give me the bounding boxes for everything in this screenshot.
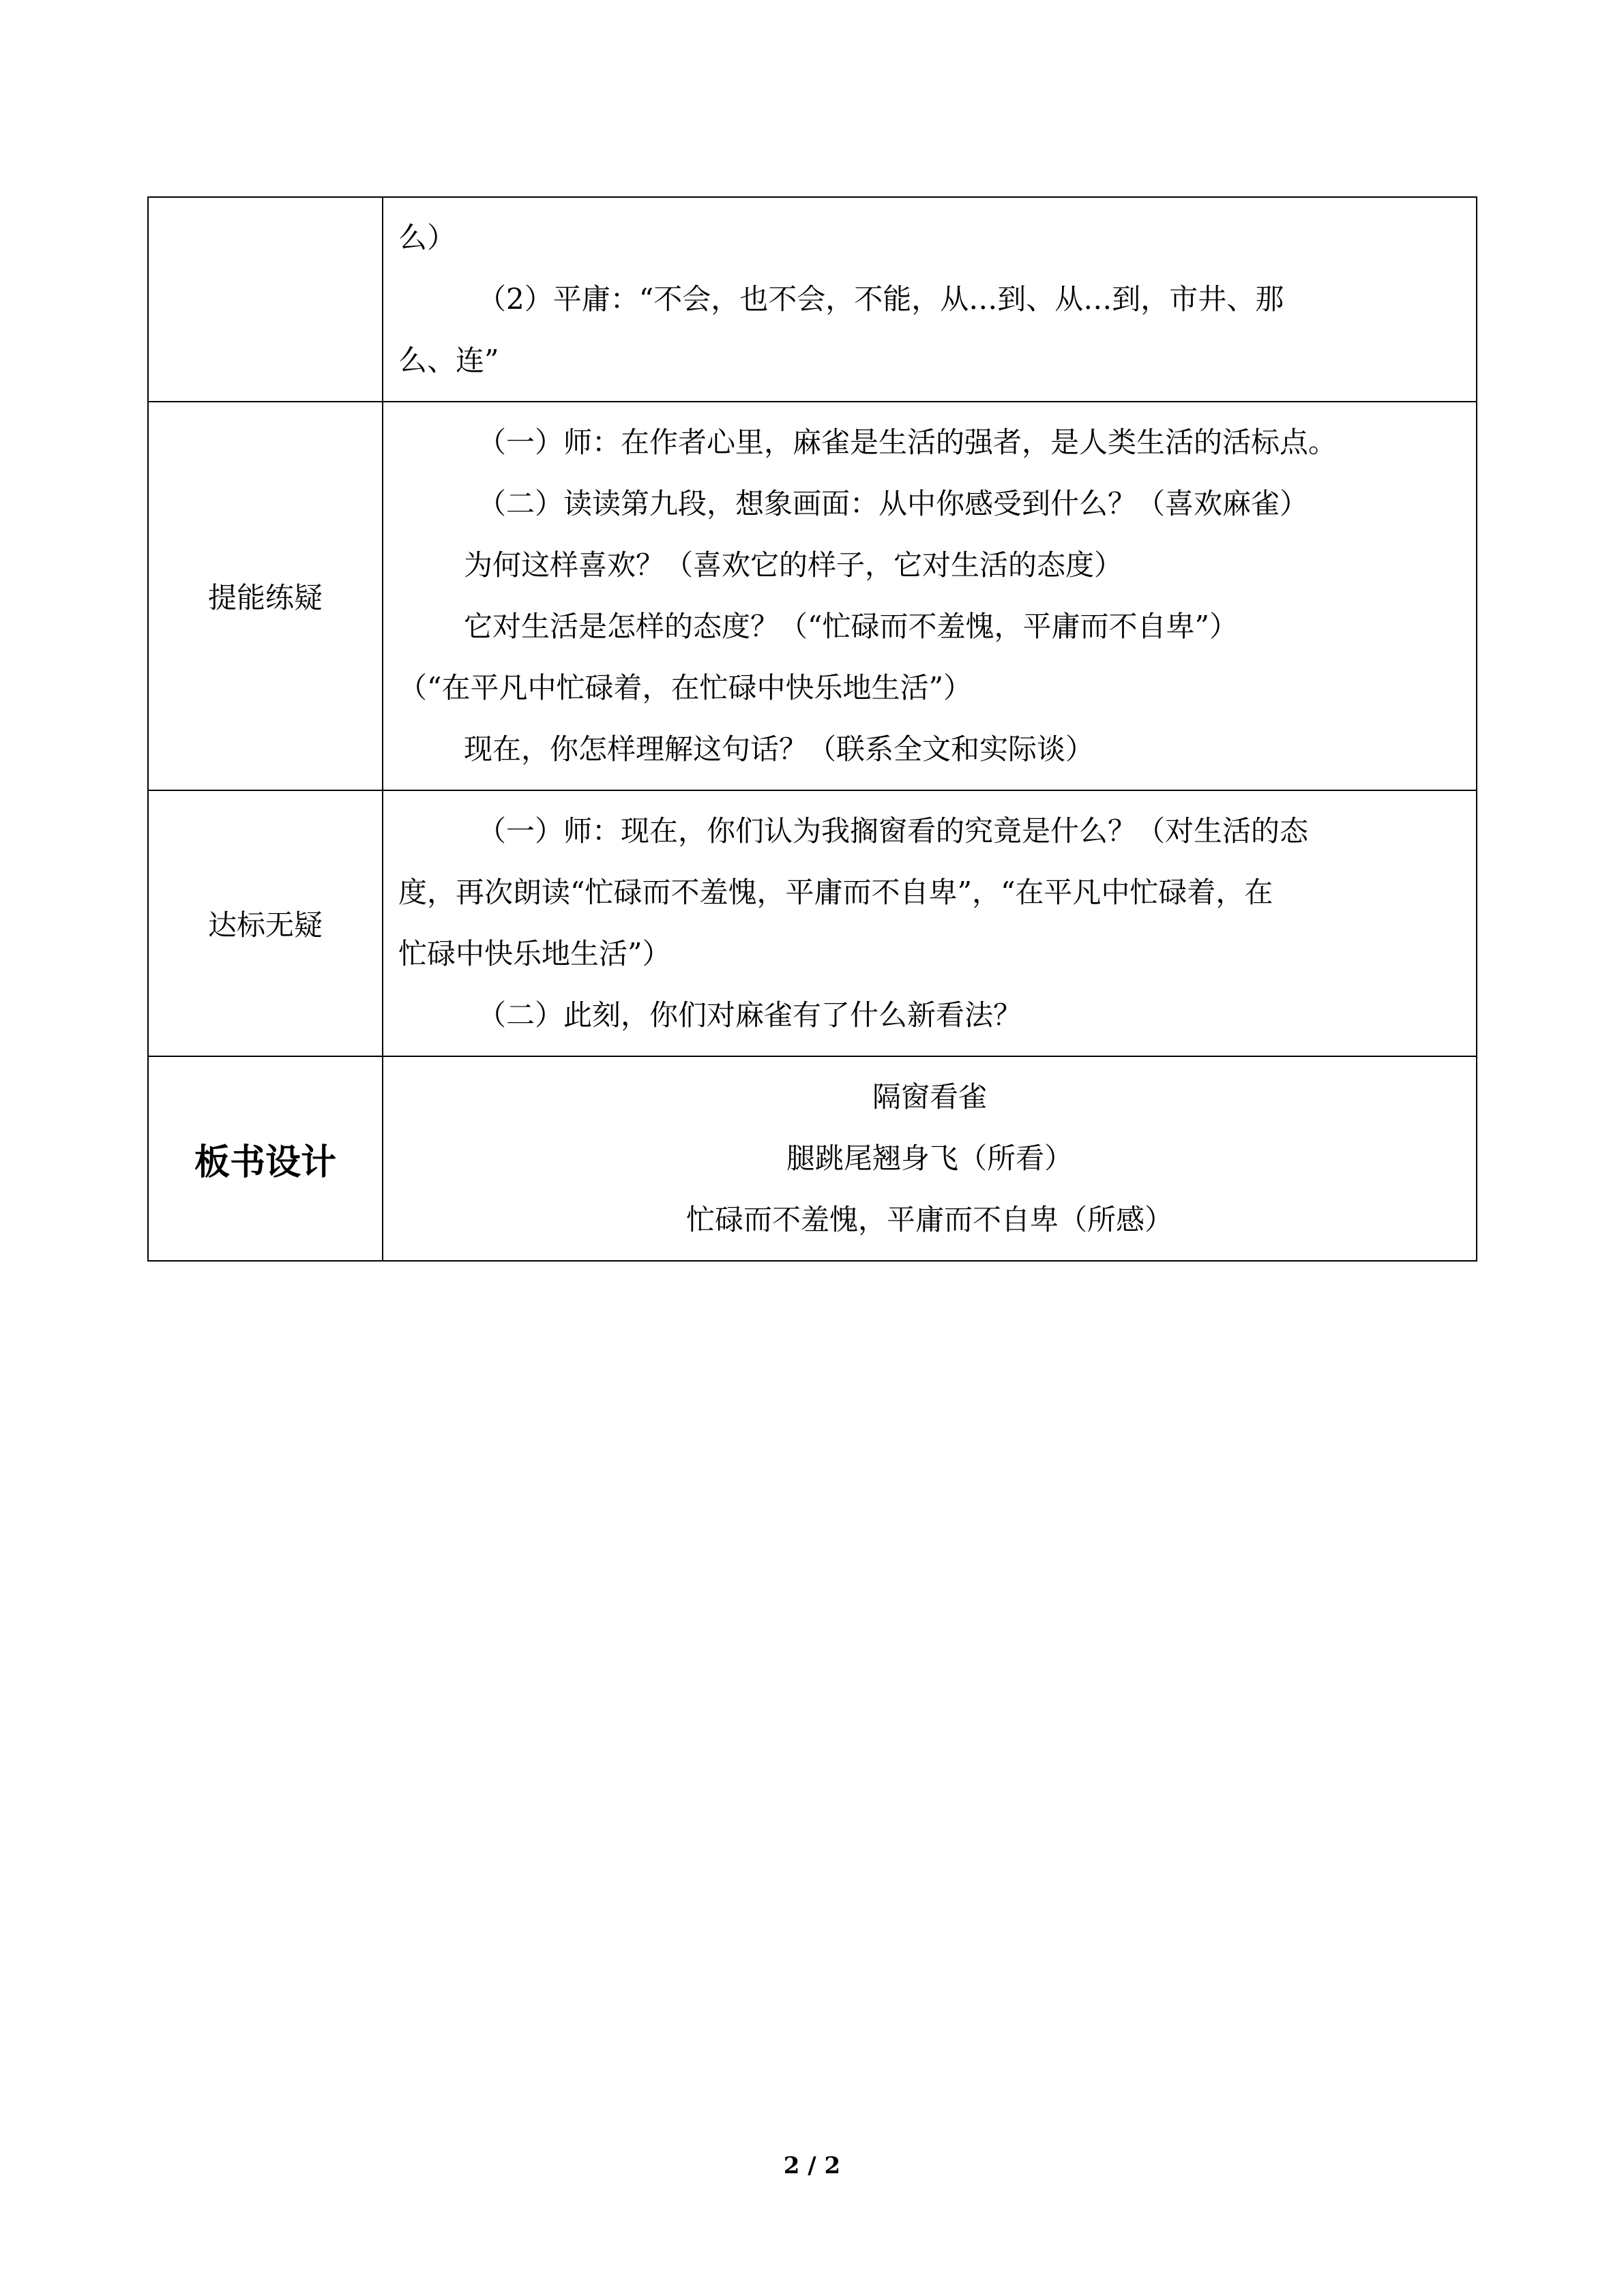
page-number: 2 / 2 [783,2152,841,2179]
row-label-dabiao: 达标无疑 [148,790,383,1056]
board-line: 忙碌而不羞愧，平庸而不自卑（所感） [685,1203,1173,1236]
content-line: 现在，你怎样理解这句话？（联系全文和实际谈） [464,732,1095,766]
content-line: 忙碌中快乐地生活”） [398,937,671,970]
row-label-tineng: 提能练疑 [148,402,383,790]
content-line: 么、连” [398,344,499,377]
board-line: 腿跳尾翘身飞（所看） [786,1142,1073,1175]
row-content [383,197,1477,402]
content-line: （二）此刻，你们对麻雀有了什么新看法？ [477,998,1022,1032]
row-label-empty [148,197,383,402]
content-line: （一）师：在作者心里，麻雀是生活的强者，是人类生活的活标点。 [477,426,1338,459]
content-line: 度，再次朗读“忙碌而不羞愧，平庸而不自卑”，“在平凡中忙碌着，在 [398,876,1273,909]
row-content [383,1056,1477,1261]
content-line: （2）平庸：“不会，也不会，不能，从…到、从…到，市井、那 [477,282,1284,316]
content-line: （一）师：现在，你们认为我搁窗看的究竟是什么？（对生活的态 [477,814,1309,848]
table-row [148,790,1477,1056]
table-row [148,402,1477,790]
row-label-banshu: 板书设计 [148,1056,383,1261]
row-content [383,402,1477,790]
content-line: 它对生活是怎样的态度？（“忙碌而不羞愧，平庸而不自卑”） [464,610,1238,643]
table-row [148,1056,1477,1261]
row-content [383,790,1477,1056]
lesson-plan-table [147,196,1477,1262]
board-title: 隔窗看雀 [872,1080,987,1114]
content-line: （二）读读第九段，想象画面：从中你感受到什么？（喜欢麻雀） [477,487,1309,520]
content-line: 为何这样喜欢？（喜欢它的样子，它对生活的态度） [464,548,1123,582]
content-line: （“在平凡中忙碌着，在忙碌中快乐地生活”） [398,671,972,704]
content-line: 么） [398,221,456,254]
table-row [148,197,1477,402]
